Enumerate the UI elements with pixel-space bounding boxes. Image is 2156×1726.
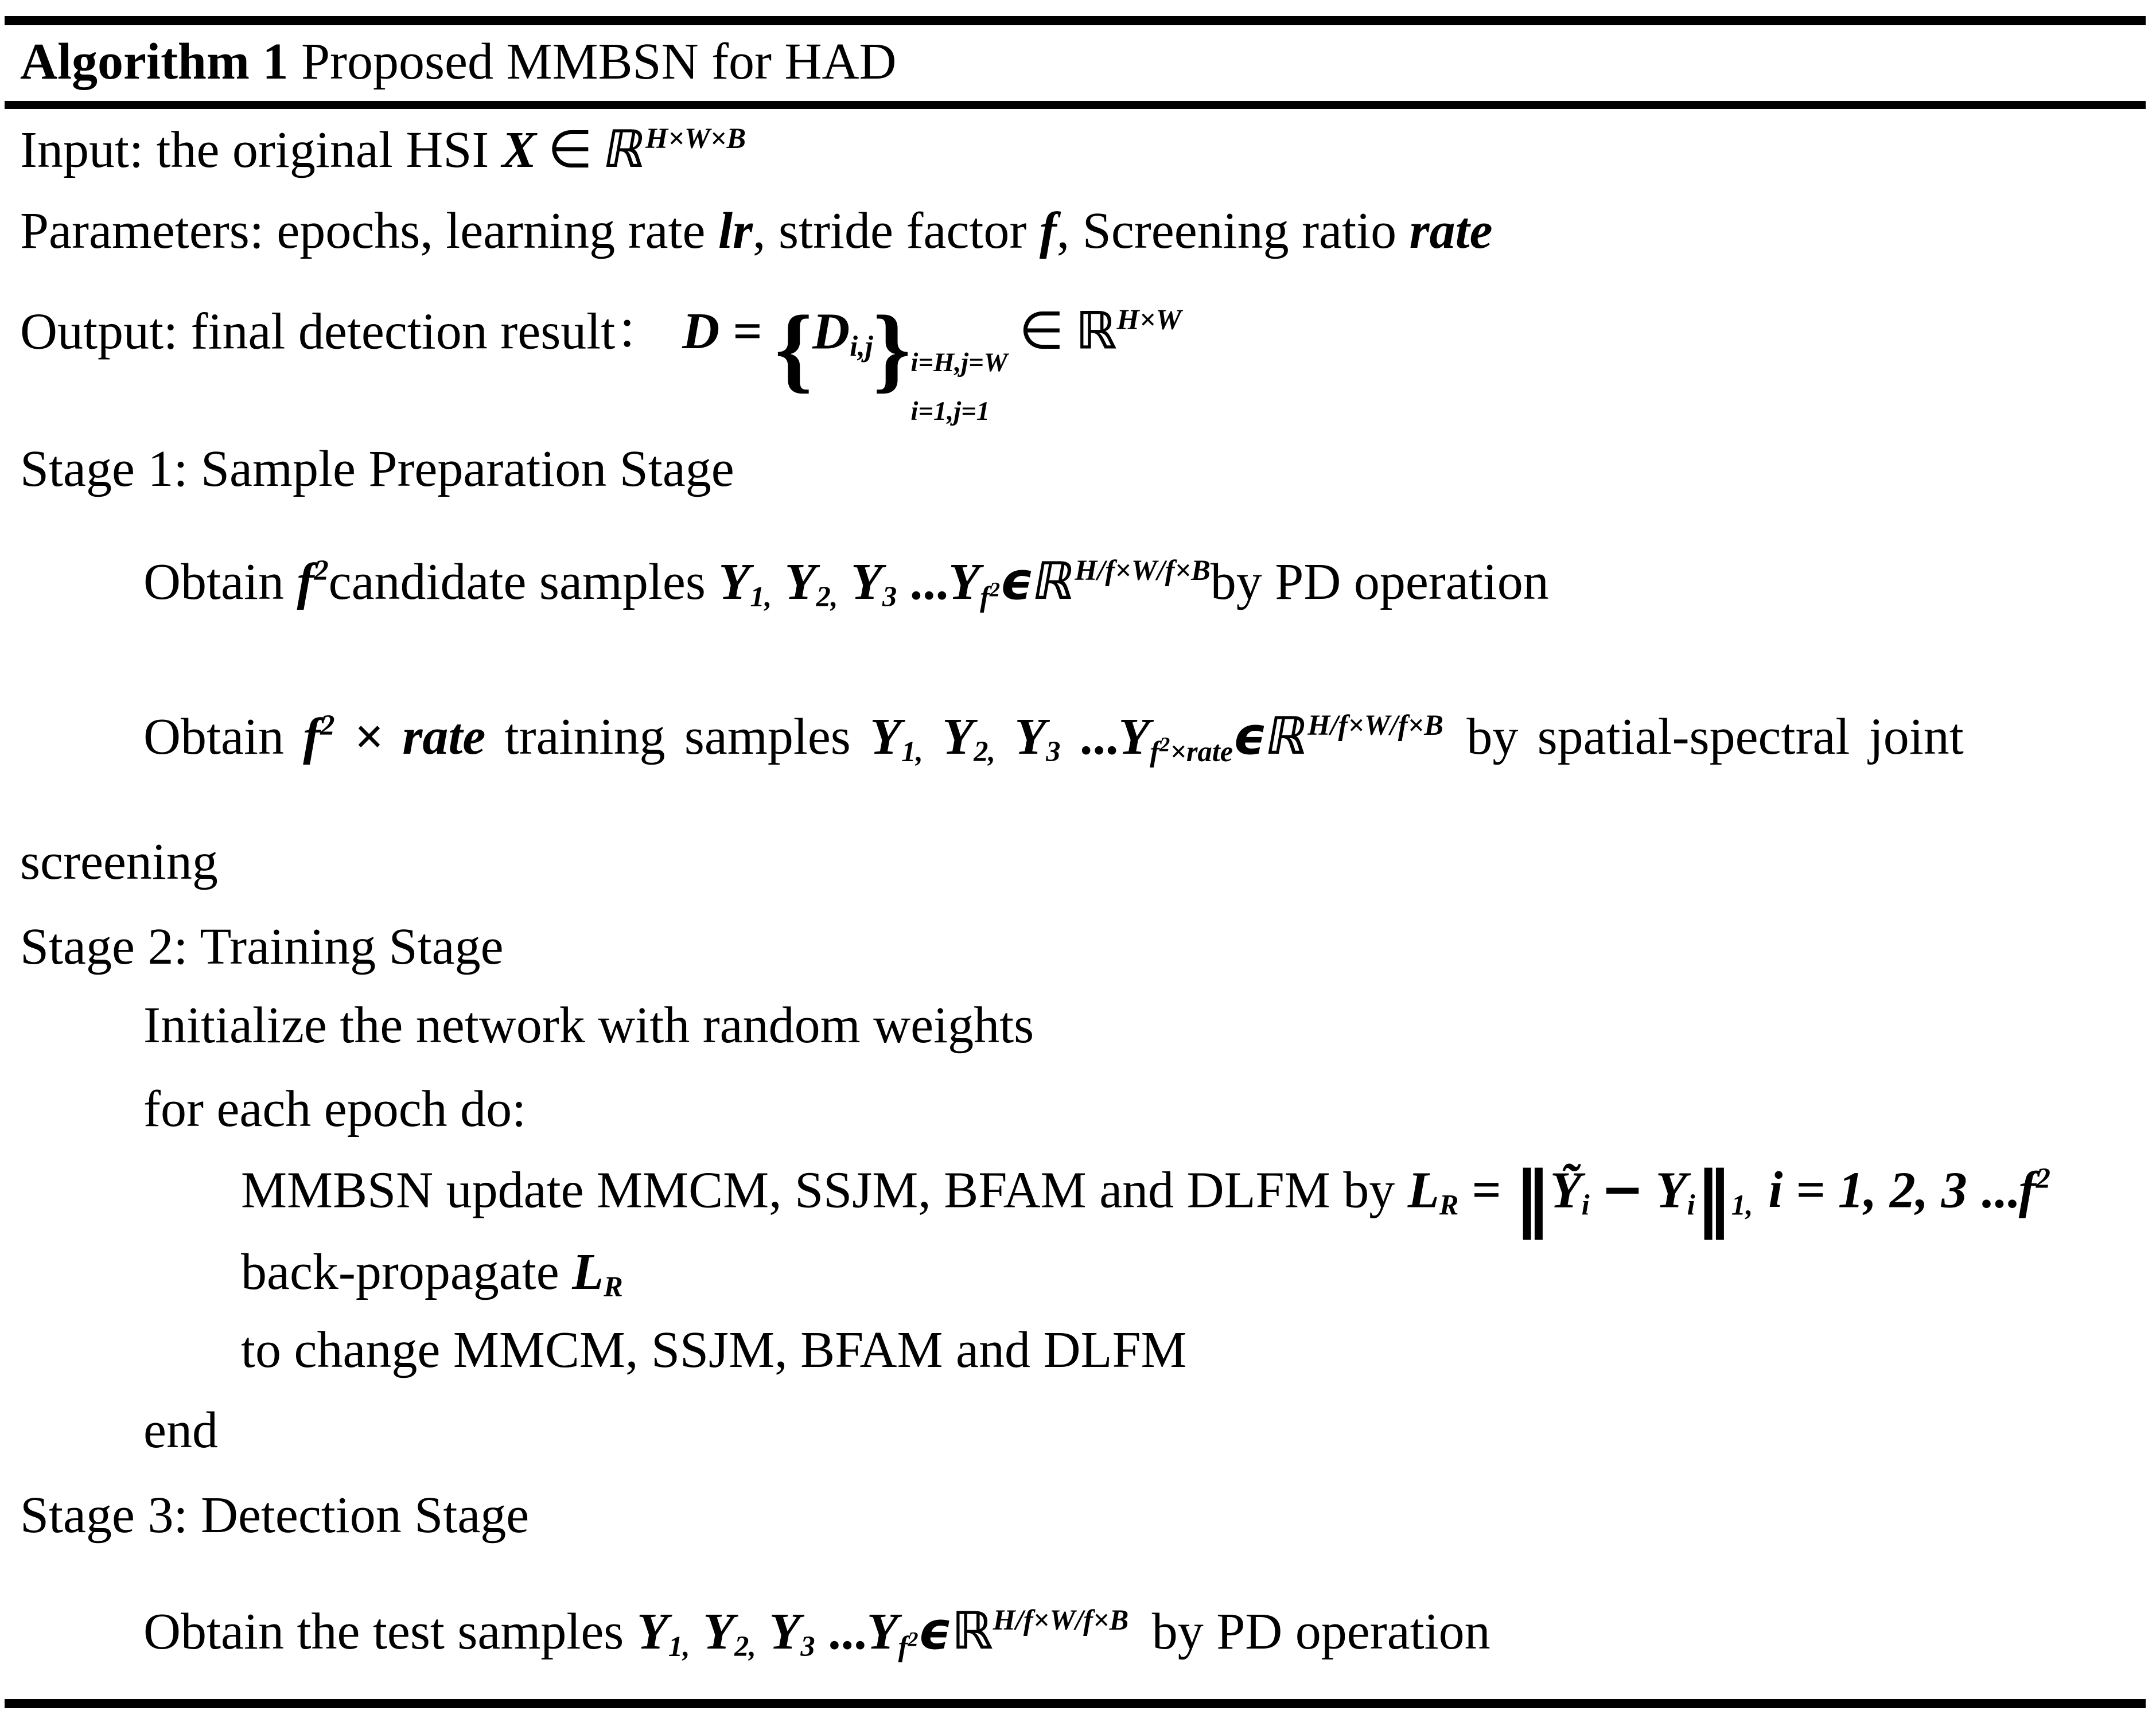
line-mmbsn-update: [241, 1153, 2050, 1244]
output-label: Output: final detection result：: [20, 303, 667, 360]
stage-2-heading: [20, 915, 504, 980]
f-squared-sup: 2: [314, 554, 329, 586]
Y-sub-i: i: [1687, 1189, 1695, 1221]
stage-3-heading: [20, 1483, 529, 1548]
Y1-sub: 1,: [668, 1630, 690, 1663]
Yf2-sub: [980, 580, 1000, 613]
reals-symbol: ℝ: [1261, 706, 1313, 766]
Y1-sub: 1,: [750, 580, 772, 613]
var-i: i: [1768, 1162, 1783, 1219]
obtain3-text: Obtain the test samples: [143, 1603, 637, 1660]
sub-f: f: [898, 1630, 908, 1663]
line-obtain-training: [143, 704, 1964, 770]
brace-lower-limit: i=1,j=1: [910, 396, 990, 427]
minus-symbol: −: [1601, 1159, 1644, 1220]
stage-2-text: Stage 2: Training Stage: [20, 918, 504, 975]
var-Y2: Y: [942, 708, 974, 765]
ellipsis: ...: [1079, 708, 1119, 765]
Y3-sub: 3: [1046, 735, 1061, 768]
var-f: f: [297, 554, 314, 610]
algorithm-title-text: Proposed MMBSN for HAD: [288, 33, 897, 90]
line-screening: [20, 830, 218, 895]
var-rate: rate: [1409, 202, 1493, 259]
Y2-sub: 2,: [734, 1630, 756, 1663]
back-propagate-text: back-propagate: [241, 1244, 573, 1300]
obtain1-text: Obtain: [143, 554, 297, 610]
line-to-change: [241, 1318, 1187, 1383]
output-dimensions-sup: H×W: [1116, 303, 1182, 336]
reals-symbol: ℝ: [1075, 301, 1117, 361]
var-f: f: [1039, 202, 1057, 259]
var-rate: rate: [402, 708, 486, 765]
var-lr: lr: [718, 202, 753, 259]
line-obtain-candidates: [143, 550, 1549, 615]
reals-symbol: ℝ: [951, 1601, 993, 1661]
obtain1-post-text: by PD operation: [1210, 554, 1549, 610]
ellipsis: ...: [909, 554, 949, 610]
Y-tilde-sub-i: i: [1581, 1189, 1590, 1221]
stage-1-text: Stage 1: Sample Preparation Stage: [20, 441, 734, 497]
var-Yf2: Y: [948, 554, 980, 610]
sub-f: f: [980, 580, 990, 613]
Y3-sub: 3: [882, 580, 897, 613]
element-of-symbol: ∈: [547, 119, 593, 180]
var-Y3: Y: [769, 1603, 801, 1660]
Yf2rate-sub: [1150, 735, 1233, 767]
L-sub-R: R: [1439, 1189, 1459, 1221]
index-values: 1, 2, 3: [1838, 1162, 1980, 1219]
D-subscript: i,j: [850, 330, 873, 363]
bottom-rule: [5, 1699, 2146, 1708]
norm-bar-right: ‖: [1695, 1156, 1731, 1240]
equals-symbol: =: [1783, 1162, 1838, 1219]
norm-sub-1: 1,: [1731, 1189, 1753, 1221]
parameters-text-2: , stride factor: [753, 202, 1040, 259]
header-rule: [5, 101, 2146, 109]
sub-f: f: [1150, 735, 1160, 768]
line-obtain-test: [143, 1599, 1490, 1665]
var-Y-tilde: Ỹ: [1550, 1162, 1582, 1219]
input-label: Input: the original HSI: [20, 122, 502, 178]
sub-times-rate: ×rate: [1170, 735, 1233, 768]
right-brace: }: [873, 297, 911, 402]
stage-1-heading: [20, 437, 734, 502]
line-parameters: [20, 199, 1493, 264]
Y1-sub: 1,: [901, 735, 923, 768]
screening-text: screening: [20, 833, 218, 890]
left-brace: {: [775, 297, 813, 402]
algorithm-title: [20, 30, 897, 95]
parameters-label: Parameters: epochs, learning rate: [20, 202, 718, 259]
f-squared-sup: 2: [2036, 1162, 2050, 1195]
obtain1-dimensions-sup: H/f×W/f×B: [1075, 554, 1211, 586]
stage-3-text: Stage 3: Detection Stage: [20, 1487, 530, 1544]
var-Y2: Y: [703, 1603, 735, 1660]
reals-symbol: ℝ: [1028, 551, 1080, 611]
ellipsis: ...: [828, 1603, 867, 1660]
Y2-sub: 2,: [974, 735, 995, 768]
input-dimensions-sup: H×W×B: [645, 122, 746, 154]
var-D-ij: D: [812, 303, 850, 360]
obtain1-mid-text: candidate samples: [328, 554, 719, 610]
line-input: [20, 118, 746, 183]
var-D: D: [682, 303, 720, 360]
obtain3-post-text: by PD operation: [1151, 1603, 1490, 1660]
epsilon-symbol: ϵ: [1000, 551, 1034, 611]
obtain2-post-text: by spatial-spectral joint: [1466, 708, 1964, 765]
Y2-sub: 2,: [816, 580, 838, 613]
var-Y1: Y: [636, 1603, 668, 1660]
line-back-propagate: [241, 1240, 623, 1305]
update-text: MMBSN update MMCM, SSJM, BFAM and DLFM by: [241, 1162, 1408, 1219]
equals-symbol: =: [719, 303, 775, 360]
Y3-sub: 3: [800, 1630, 815, 1663]
end-text: end: [143, 1402, 218, 1459]
obtain2-mid-text: training samples: [485, 708, 870, 765]
element-of-symbol: ∈: [1019, 301, 1064, 361]
var-f: f: [303, 708, 321, 765]
parameters-text-3: , Screening ratio: [1056, 202, 1410, 259]
ellipsis: ...: [1980, 1162, 2019, 1219]
initialize-text: Initialize the network with random weights: [143, 997, 1034, 1054]
var-Y: Y: [1655, 1162, 1687, 1219]
var-X: X: [501, 122, 536, 178]
line-output: [20, 290, 1181, 427]
var-Yf2: Y: [866, 1603, 898, 1660]
var-Y3: Y: [850, 554, 882, 610]
epsilon-symbol: ϵ: [1233, 706, 1267, 766]
var-Y1: Y: [718, 554, 750, 610]
var-Yf2rate: Y: [1118, 708, 1150, 765]
L-sub-R: R: [604, 1271, 623, 1303]
var-Y3: Y: [1014, 708, 1046, 765]
brace-limits: [910, 348, 1007, 427]
for-each-epoch-text: for each epoch do:: [143, 1081, 527, 1137]
obtain2-dimensions-sup: H/f×W/f×B: [1307, 708, 1443, 741]
times-symbol: ×: [334, 708, 403, 765]
var-Y2: Y: [784, 554, 816, 610]
reals-symbol: ℝ: [598, 119, 651, 180]
obtain3-dimensions-sup: H/f×W/f×B: [993, 1603, 1129, 1636]
sub-f-sup-2: 2: [908, 1627, 919, 1651]
brace-upper-limit: i=H,j=W: [910, 348, 1008, 378]
epsilon-symbol: ϵ: [918, 1601, 952, 1661]
obtain2-text: Obtain: [143, 708, 303, 765]
line-for-each-epoch: [143, 1077, 526, 1142]
f-squared-sup: 2: [320, 708, 335, 741]
norm-bar-left: ‖: [1513, 1156, 1550, 1240]
var-f: f: [2018, 1162, 2036, 1219]
Yf2-sub: [898, 1627, 919, 1663]
var-Y1: Y: [870, 708, 902, 765]
var-L: L: [1407, 1162, 1439, 1219]
var-L: L: [572, 1244, 604, 1300]
top-rule: [5, 16, 2146, 25]
algorithm-title-number: Algorithm 1: [20, 33, 289, 90]
sub-f-sup-2: 2: [989, 578, 1001, 601]
sub-f-sup-2: 2: [1159, 733, 1170, 756]
line-end: [143, 1398, 218, 1463]
equals-symbol: =: [1458, 1162, 1514, 1219]
line-initialize: [143, 993, 1034, 1058]
to-change-text: to change MMCM, SSJM, BFAM and DLFM: [241, 1322, 1187, 1378]
